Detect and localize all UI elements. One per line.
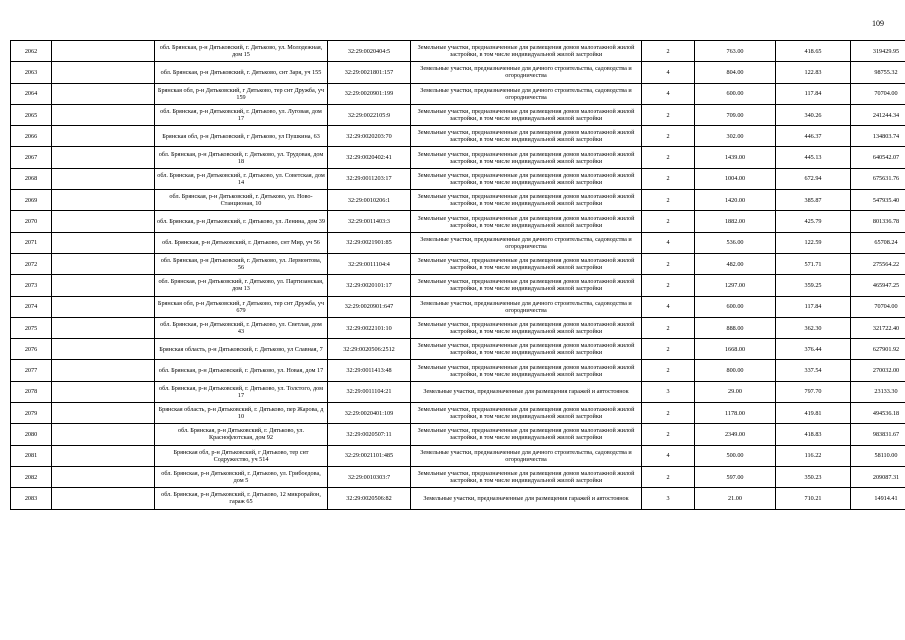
table-row [11,296,905,317]
empty-cell [52,381,155,402]
page-number: 109 [872,19,884,28]
cadastral-value-cell: 65708.24 [851,232,905,253]
group-cell: 3 [642,488,695,509]
cadastral-number-cell: 32:29:0011413:48 [328,360,411,381]
row-number-cell: 2082 [11,466,52,487]
address-cell: обл. Брянская, р-н Дятьковский, г. Дятьково, ул. Грибоедова, дом 5 [155,466,328,487]
specific-value-cell: 385.87 [776,190,851,211]
address-cell: обл. Брянская, р-н Дятьковский, г. Дятьково, снт Заря, уч 155 [155,62,328,83]
specific-value-cell: 419.81 [776,403,851,424]
empty-cell [52,339,155,360]
specific-value-cell: 122.83 [776,62,851,83]
area-cell: 804.00 [695,62,776,83]
empty-cell [52,83,155,104]
cadastral-number-cell: 32:29:0020506:82 [328,488,411,509]
cadastral-value-cell: 319429.95 [851,41,905,62]
empty-cell [52,232,155,253]
cadastral-value-cell: 70704.00 [851,83,905,104]
group-cell: 2 [642,275,695,296]
cadastral-value-cell: 58110.00 [851,445,905,466]
cadastral-value-cell: 241244.34 [851,104,905,125]
group-cell: 4 [642,62,695,83]
cadastral-value-cell: 801336.78 [851,211,905,232]
address-cell: обл. Брянская, р-н Дятьковский, г. Дятьково, ул. Лермонтова, 56 [155,253,328,274]
row-number-cell: 2071 [11,232,52,253]
area-cell: 1668.00 [695,339,776,360]
table-row [11,83,905,104]
table-row [11,424,905,445]
area-cell: 888.00 [695,317,776,338]
group-cell: 2 [642,211,695,232]
group-cell: 4 [642,296,695,317]
land-use-cell: Земельные участки, предназначенные для размещения домов малоэтажной жилой застройки, в том числе индивидуальной жилой застройки [411,317,642,338]
specific-value-cell: 117.84 [776,296,851,317]
land-use-cell: Земельные участки, предназначенные для размещения домов малоэтажной жилой застройки, в том числе индивидуальной жилой застройки [411,360,642,381]
specific-value-cell: 797.70 [776,381,851,402]
row-number-cell: 2066 [11,126,52,147]
empty-cell [52,275,155,296]
land-use-cell: Земельные участки, предназначенные для дачного строительства, садоводства и огородничества [411,445,642,466]
cadastral-number-cell: 32:29:0011104:4 [328,253,411,274]
row-number-cell: 2079 [11,403,52,424]
cadastral-number-cell: 32:29:0011403:3 [328,211,411,232]
specific-value-cell: 359.25 [776,275,851,296]
cadastral-value-cell: 98755.32 [851,62,905,83]
cadastral-number-cell: 32:29:0020401:109 [328,403,411,424]
group-cell: 2 [642,168,695,189]
table-row [11,360,905,381]
specific-value-cell: 418.65 [776,41,851,62]
specific-value-cell: 337.54 [776,360,851,381]
table-body [11,41,905,510]
cadastral-number-cell: 32:29:0020101:17 [328,275,411,296]
row-number-cell: 2068 [11,168,52,189]
cadastral-number-cell: 32:29:0020404:5 [328,41,411,62]
address-cell: обл. Брянская, р-н Дятьковский, г. Дятьково, ул. Советская, дом 14 [155,168,328,189]
group-cell: 2 [642,466,695,487]
row-number-cell: 2077 [11,360,52,381]
land-use-cell: Земельные участки, предназначенные для размещения домов малоэтажной жилой застройки, в том числе индивидуальной жилой застройки [411,190,642,211]
address-cell: Брянская обл, р-н Дятьковский, г Дятьково, тер снт Содружество, уч 514 [155,445,328,466]
area-cell: 536.00 [695,232,776,253]
empty-cell [52,211,155,232]
address-cell: обл. Брянская, р-н Дятьковский, г. Дятьково, ул. Новая, дом 17 [155,360,328,381]
address-cell: Брянская обл, р-н Дятьковский, г Дятьково, тер снт Дружба, уч 679 [155,296,328,317]
cadastral-value-cell: 14914.41 [851,488,905,509]
address-cell: обл. Брянская, р-н Дятьковский, г. Дятьково, снт Мир, уч 56 [155,232,328,253]
area-cell: 500.00 [695,445,776,466]
area-cell: 600.00 [695,83,776,104]
land-use-cell: Земельные участки, предназначенные для размещения домов малоэтажной жилой застройки, в том числе индивидуальной жилой застройки [411,424,642,445]
group-cell: 4 [642,232,695,253]
land-use-cell: Земельные участки, предназначенные для дачного строительства, садоводства и огородничества [411,296,642,317]
specific-value-cell: 425.79 [776,211,851,232]
address-cell: обл. Брянская, р-н Дятьковский, г. Дятьково, ул. Краснофлотская, дом 92 [155,424,328,445]
empty-cell [52,190,155,211]
table-row [11,41,905,62]
land-use-cell: Земельные участки, предназначенные для размещения домов малоэтажной жилой застройки, в том числе индивидуальной жилой застройки [411,275,642,296]
area-cell: 302.00 [695,126,776,147]
table-row [11,403,905,424]
cadastral-value-table [10,40,905,510]
land-use-cell: Земельные участки, предназначенные для размещения домов малоэтажной жилой застройки, в том числе индивидуальной жилой застройки [411,41,642,62]
cadastral-value-cell: 209087.31 [851,466,905,487]
row-number-cell: 2081 [11,445,52,466]
specific-value-cell: 445.13 [776,147,851,168]
specific-value-cell: 418.83 [776,424,851,445]
cadastral-value-cell: 134803.74 [851,126,905,147]
address-cell: обл. Брянская, р-н Дятьковский, г. Дятьково, 12 микрорайон, гараж 65 [155,488,328,509]
table-row [11,190,905,211]
specific-value-cell: 117.84 [776,83,851,104]
row-number-cell: 2067 [11,147,52,168]
cadastral-value-cell: 547935.40 [851,190,905,211]
cadastral-number-cell: 32:29:0020203:70 [328,126,411,147]
address-cell: обл. Брянская, р-н Дятьковский, г. Дятьково, ул. Молодежная, дом 15 [155,41,328,62]
address-cell: обл. Брянская, р-н Дятьковский, г. Дятьково, ул. Партизанская, дом 13 [155,275,328,296]
table-row [11,317,905,338]
row-number-cell: 2072 [11,253,52,274]
empty-cell [52,126,155,147]
group-cell: 4 [642,445,695,466]
cadastral-number-cell: 32:29:0011203:17 [328,168,411,189]
group-cell: 2 [642,104,695,125]
empty-cell [52,104,155,125]
group-cell: 2 [642,339,695,360]
area-cell: 1004.00 [695,168,776,189]
address-cell: Брянская область, р-н Дятьковский, г. Дятьково, ул Славная, 7 [155,339,328,360]
address-cell: обл. Брянская, р-н Дятьковский, г. Дятьково, ул. Светлая, дом 43 [155,317,328,338]
cadastral-value-cell: 275564.22 [851,253,905,274]
cadastral-number-cell: 32:29:0022105:9 [328,104,411,125]
area-cell: 800.00 [695,360,776,381]
land-use-cell: Земельные участки, предназначенные для дачного строительства, садоводства и огородничества [411,62,642,83]
address-cell: обл. Брянская, р-н Дятьковский, г. Дятьково, ул. Ленина, дом 39 [155,211,328,232]
row-number-cell: 2078 [11,381,52,402]
specific-value-cell: 571.71 [776,253,851,274]
specific-value-cell: 116.22 [776,445,851,466]
empty-cell [52,445,155,466]
table-row [11,275,905,296]
group-cell: 3 [642,381,695,402]
table-row [11,445,905,466]
empty-cell [52,147,155,168]
area-cell: 1420.00 [695,190,776,211]
group-cell: 2 [642,190,695,211]
group-cell: 2 [642,424,695,445]
address-cell: Брянская обл, р-н Дятьковский, г Дятьково, ул Пушкина, 63 [155,126,328,147]
empty-cell [52,360,155,381]
row-number-cell: 2083 [11,488,52,509]
row-number-cell: 2076 [11,339,52,360]
area-cell: 1297.00 [695,275,776,296]
specific-value-cell: 340.26 [776,104,851,125]
cadastral-value-cell: 465947.25 [851,275,905,296]
row-number-cell: 2062 [11,41,52,62]
area-cell: 21.00 [695,488,776,509]
land-use-cell: Земельные участки, предназначенные для размещения домов малоэтажной жилой застройки, в том числе индивидуальной жилой застройки [411,253,642,274]
group-cell: 2 [642,126,695,147]
group-cell: 2 [642,317,695,338]
group-cell: 4 [642,83,695,104]
area-cell: 482.00 [695,253,776,274]
land-use-cell: Земельные участки, предназначенные для размещения гаражей и автостоянок [411,488,642,509]
area-cell: 2349.00 [695,424,776,445]
cadastral-value-cell: 983831.67 [851,424,905,445]
cadastral-value-cell: 70704.00 [851,296,905,317]
land-use-cell: Земельные участки, предназначенные для размещения домов малоэтажной жилой застройки, в том числе индивидуальной жилой застройки [411,104,642,125]
area-cell: 600.00 [695,296,776,317]
cadastral-number-cell: 32:29:0022101:10 [328,317,411,338]
address-cell: Брянская область, р-н Дятьковский, г. Дятьково, пер Жарова, д 10 [155,403,328,424]
empty-cell [52,317,155,338]
address-cell: обл. Брянская, р-н Дятьковский, г. Дятьково, ул. Луговая, дом 17 [155,104,328,125]
row-number-cell: 2063 [11,62,52,83]
cadastral-number-cell: 32:29:0020901:647 [328,296,411,317]
land-use-cell: Земельные участки, предназначенные для размещения домов малоэтажной жилой застройки, в том числе индивидуальной жилой застройки [411,147,642,168]
address-cell: Брянская обл, р-н Дятьковский, г Дятьково, тер снт Дружба, уч 159 [155,83,328,104]
address-cell: обл. Брянская, р-н Дятьковский, г. Дятьково, ул. Трудовая, дом 18 [155,147,328,168]
table-row [11,466,905,487]
group-cell: 2 [642,403,695,424]
table-row [11,488,905,509]
specific-value-cell: 376.44 [776,339,851,360]
specific-value-cell: 122.59 [776,232,851,253]
land-use-cell: Земельные участки, предназначенные для размещения домов малоэтажной жилой застройки, в том числе индивидуальной жилой застройки [411,339,642,360]
area-cell: 1439.00 [695,147,776,168]
land-use-cell: Земельные участки, предназначенные для размещения домов малоэтажной жилой застройки, в том числе индивидуальной жилой застройки [411,466,642,487]
row-number-cell: 2064 [11,83,52,104]
land-use-cell: Земельные участки, предназначенные для размещения домов малоэтажной жилой застройки, в том числе индивидуальной жилой застройки [411,126,642,147]
table-row [11,381,905,402]
empty-cell [52,168,155,189]
row-number-cell: 2074 [11,296,52,317]
cadastral-number-cell: 32:29:0010206:1 [328,190,411,211]
land-use-cell: Земельные участки, предназначенные для размещения гаражей и автостоянок [411,381,642,402]
group-cell: 2 [642,360,695,381]
table-row [11,211,905,232]
specific-value-cell: 362.30 [776,317,851,338]
address-cell: обл. Брянская, р-н Дятьковский, г. Дятьково, ул. Ново-Станционая, 10 [155,190,328,211]
specific-value-cell: 710.21 [776,488,851,509]
area-cell: 597.00 [695,466,776,487]
group-cell: 2 [642,253,695,274]
cadastral-number-cell: 32:29:0021901:85 [328,232,411,253]
table-row [11,339,905,360]
land-use-cell: Земельные участки, предназначенные для дачного строительства, садоводства и огородничества [411,83,642,104]
row-number-cell: 2073 [11,275,52,296]
address-cell: обл. Брянская, р-н Дятьковский, г. Дятьково, ул. Толстого, дом 17 [155,381,328,402]
cadastral-value-cell: 321722.40 [851,317,905,338]
row-number-cell: 2069 [11,190,52,211]
table-row [11,253,905,274]
cadastral-value-cell: 23133.30 [851,381,905,402]
table-row [11,168,905,189]
group-cell: 2 [642,147,695,168]
empty-cell [52,296,155,317]
area-cell: 1882.00 [695,211,776,232]
cadastral-value-cell: 640542.07 [851,147,905,168]
table-row [11,104,905,125]
cadastral-value-cell: 494536.18 [851,403,905,424]
land-use-cell: Земельные участки, предназначенные для дачного строительства, садоводства и огородничества [411,232,642,253]
cadastral-value-cell: 627901.92 [851,339,905,360]
cadastral-number-cell: 32:29:0020507:11 [328,424,411,445]
empty-cell [52,403,155,424]
table-row [11,147,905,168]
row-number-cell: 2065 [11,104,52,125]
area-cell: 709.00 [695,104,776,125]
specific-value-cell: 446.37 [776,126,851,147]
specific-value-cell: 672.94 [776,168,851,189]
group-cell: 2 [642,41,695,62]
empty-cell [52,253,155,274]
cadastral-number-cell: 32:29:0020901:199 [328,83,411,104]
cadastral-number-cell: 32:29:0020506:2512 [328,339,411,360]
empty-cell [52,488,155,509]
area-cell: 763.00 [695,41,776,62]
cadastral-value-cell: 675631.76 [851,168,905,189]
specific-value-cell: 350.23 [776,466,851,487]
cadastral-value-cell: 270032.00 [851,360,905,381]
table-row [11,126,905,147]
empty-cell [52,466,155,487]
land-use-cell: Земельные участки, предназначенные для размещения домов малоэтажной жилой застройки, в том числе индивидуальной жилой застройки [411,211,642,232]
empty-cell [52,41,155,62]
row-number-cell: 2080 [11,424,52,445]
table-row [11,62,905,83]
cadastral-number-cell: 32:29:0021101:485 [328,445,411,466]
land-use-cell: Земельные участки, предназначенные для размещения домов малоэтажной жилой застройки, в том числе индивидуальной жилой застройки [411,403,642,424]
land-use-cell: Земельные участки, предназначенные для размещения домов малоэтажной жилой застройки, в том числе индивидуальной жилой застройки [411,168,642,189]
cadastral-number-cell: 32:29:0020402:41 [328,147,411,168]
row-number-cell: 2070 [11,211,52,232]
table-row [11,232,905,253]
area-cell: 29.00 [695,381,776,402]
row-number-cell: 2075 [11,317,52,338]
cadastral-number-cell: 32:29:0011104:21 [328,381,411,402]
empty-cell [52,424,155,445]
cadastral-number-cell: 32:29:0010303:7 [328,466,411,487]
cadastral-number-cell: 32:29:0021801:157 [328,62,411,83]
area-cell: 1178.00 [695,403,776,424]
empty-cell [52,62,155,83]
